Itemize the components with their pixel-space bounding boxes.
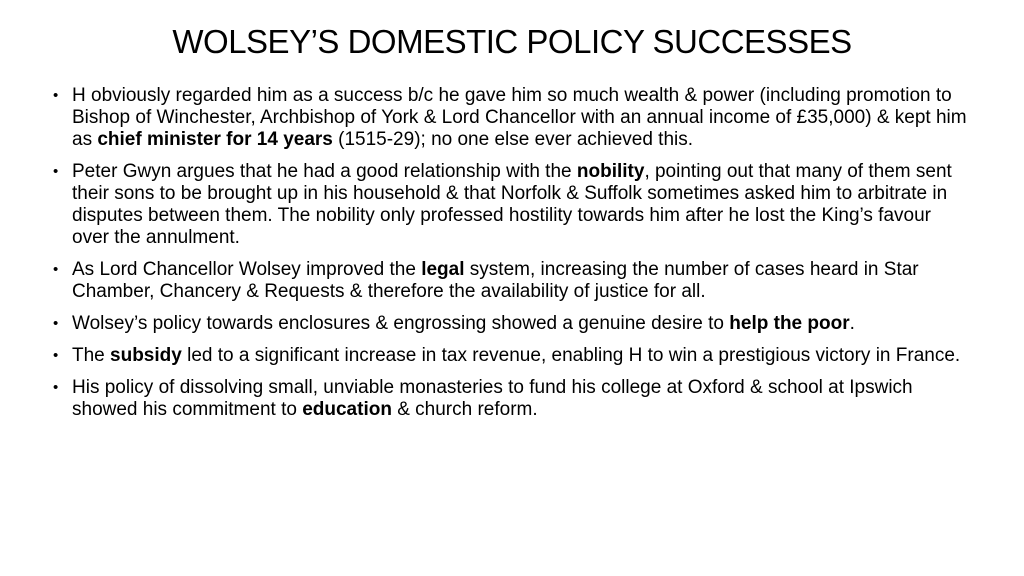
bullet-list [51, 85, 971, 431]
bullet-text-pre: As Lord Chancellor Wolsey improved the [72, 259, 422, 280]
bullet-text-bold: education [302, 399, 392, 420]
bullet-text-pre: His policy of dissolving small, unviable monasteries to fund his college at Oxford & school at Ipswich showed his commitment to [72, 377, 913, 420]
bullet-text-pre: Wolsey’s policy towards enclosures & engrossing showed a genuine desire to [72, 313, 730, 334]
bullet-text-post: system, increasing the number of cases heard in Star Chamber, Chancery & Requests & therefore the availability of justice for all. [72, 259, 919, 302]
bullet-text-post: . [849, 313, 855, 334]
bullet-item [51, 345, 971, 367]
bullet-text-bold: legal [421, 259, 465, 280]
bullet-text-post: & church reform. [391, 399, 538, 420]
bullet-dot-icon: • [53, 347, 59, 364]
bullet-text-pre: The [72, 345, 111, 366]
slide-title: WOLSEY’S DOMESTIC POLICY SUCCESSES [172, 23, 852, 60]
bullet-dot-icon: • [53, 261, 59, 278]
bullet-item [51, 85, 971, 151]
bullet-dot-icon: • [53, 315, 59, 332]
bullet-text-bold: nobility [576, 161, 645, 182]
bullet-item [51, 313, 971, 335]
bullet-text-pre: H obviously regarded him as a success b/c he gave him so much wealth & power (including promotion to Bishop of Winchester, Archbishop of York & Lord Chancellor with an annual income of £35,000) & kept him as [72, 85, 967, 150]
bullet-item [51, 377, 971, 421]
bullet-item [51, 161, 971, 249]
bullet-item [51, 259, 971, 303]
bullet-text-bold: help the poor [729, 313, 850, 334]
bullet-text-bold: chief minister for 14 years [97, 129, 333, 150]
bullet-dot-icon: • [53, 87, 59, 104]
bullet-text-post: (1515-29); no one else ever achieved this. [332, 129, 694, 150]
bullet-text-post: led to a significant increase in tax revenue, enabling H to win a prestigious victory in France. [181, 345, 961, 366]
bullet-dot-icon: • [53, 163, 59, 180]
bullet-dot-icon: • [53, 379, 59, 396]
bullet-text-pre: Peter Gwyn argues that he had a good relationship with the [72, 161, 577, 182]
bullet-text-post: , pointing out that many of them sent their sons to be brought up in his household & that Norfolk & Suffolk sometimes asked him to arbitrate in disputes between them. The nobility only professed hostility towards him after he lost the King’s favour over the annulment. [72, 161, 952, 248]
bullet-text-bold: subsidy [110, 345, 182, 366]
